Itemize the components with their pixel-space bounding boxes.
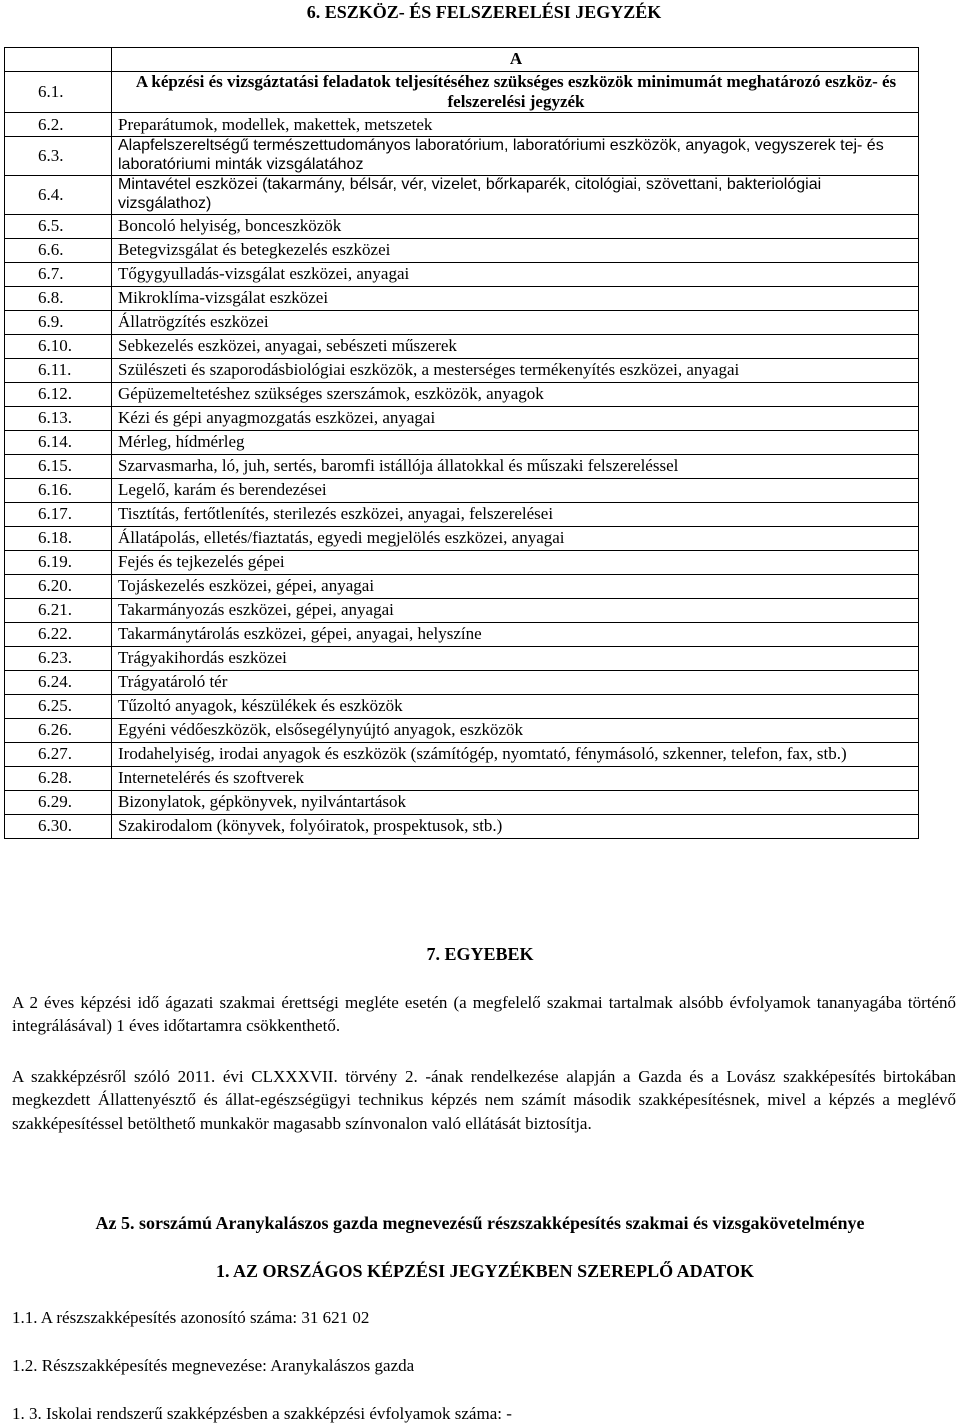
- row-description: Tűzoltó anyagok, készülékek és eszközök: [112, 694, 919, 718]
- table-header-empty-cell: [5, 48, 112, 72]
- row-description: Gépüzemeltetéshez szükséges szerszámok, eszközök, anyagok: [112, 382, 919, 406]
- row-description: Betegvizsgálat és betegkezelés eszközei: [112, 238, 919, 262]
- section-7-paragraph-1: A 2 éves képzési idő ágazati szakmai érettségi megléte esetén (a megfelelő szakmai tartalmak alsóbb évfolyamok tananyagába történő integrálásával) 1 éves időtartamra csökkenthető.: [12, 993, 956, 1036]
- table-row: [5, 598, 919, 622]
- table-row: [5, 214, 919, 238]
- table-header-row: [5, 48, 919, 72]
- table-row: [5, 670, 919, 694]
- row-number: 6.29.: [5, 790, 112, 814]
- row-description: Bizonylatok, gépkönyvek, nyilvántartások: [112, 790, 919, 814]
- table-row: [5, 574, 919, 598]
- row-description: Egyéni védőeszközök, elsősegélynyújtó anyagok, eszközök: [112, 718, 919, 742]
- row-number: 6.22.: [5, 622, 112, 646]
- table-row: [5, 358, 919, 382]
- table-row: [5, 382, 919, 406]
- page-title: 6. ESZKÖZ- ÉS FELSZERELÉSI JEGYZÉK: [306, 2, 662, 22]
- row-number: 6.16.: [5, 478, 112, 502]
- table-row: [5, 238, 919, 262]
- row-number: 6.8.: [5, 286, 112, 310]
- table-row: [5, 742, 919, 766]
- row-number: 6.26.: [5, 718, 112, 742]
- table-row: [5, 113, 919, 137]
- row-description: Tisztítás, fertőtlenítés, sterilezés eszközei, anyagai, felszerelései: [112, 502, 919, 526]
- row-number: 6.2.: [5, 113, 112, 137]
- row-number: 6.19.: [5, 550, 112, 574]
- data-line-1-3: 1. 3. Iskolai rendszerű szakképzésben a szakképzési évfolyamok száma: -: [12, 1404, 512, 1423]
- row-number: 6.30.: [5, 814, 112, 838]
- table-row: [5, 286, 919, 310]
- row-number: 6.20.: [5, 574, 112, 598]
- row-number: 6.27.: [5, 742, 112, 766]
- table-row: [5, 814, 919, 838]
- row-description: Állatápolás, elletés/fiaztatás, egyedi megjelölés eszközei, anyagai: [112, 526, 919, 550]
- row-description: Takarmánytárolás eszközei, gépei, anyagai, helyszíne: [112, 622, 919, 646]
- table-row: [5, 175, 919, 214]
- data-line-1-1: 1.1. A részszakképesítés azonosító száma: 31 621 02: [12, 1308, 370, 1327]
- section-7-title: 7. EGYEBEK: [426, 944, 534, 964]
- row-description: Állatrögzítés eszközei: [112, 310, 919, 334]
- section-7-paragraph-2: A szakképzésről szóló 2011. évi CLXXXVII. törvény 2. -ának rendelkezése alapján a Gazda és a Lovász szakképesítés birtokában megkezdett Állattenyésztő és állat-egészségügyi technikus képzés nem számít második szakképesítésnek, mivel a képzés a meglévő szakképesítéssel betölthető munkakör magasabb színvonalon való ellátását biztosítja.: [12, 1067, 956, 1133]
- row-description: Szülészeti és szaporodásbiológiai eszközök, a mesterséges termékenyítés eszközei, anyagai: [112, 358, 919, 382]
- row-number: 6.18.: [5, 526, 112, 550]
- row-description: Mikroklíma-vizsgálat eszközei: [112, 286, 919, 310]
- table-row: [5, 454, 919, 478]
- row-number: 6.5.: [5, 214, 112, 238]
- row-number: 6.24.: [5, 670, 112, 694]
- row-number: 6.4.: [5, 175, 112, 214]
- table-row: [5, 137, 919, 176]
- row-description: Takarmányozás eszközei, gépei, anyagai: [112, 598, 919, 622]
- row-description: Szakirodalom (könyvek, folyóiratok, prospektusok, stb.): [112, 814, 919, 838]
- table-row: [5, 790, 919, 814]
- row-number: 6.6.: [5, 238, 112, 262]
- row-description: Kézi és gépi anyagmozgatás eszközei, anyagai: [112, 406, 919, 430]
- table-column-header: A: [112, 48, 919, 72]
- row-description: Szarvasmarha, ló, juh, sertés, baromfi istállója állatokkal és műszaki felszereléssel: [112, 454, 919, 478]
- table-row: [5, 694, 919, 718]
- row-description: Legelő, karám és berendezései: [112, 478, 919, 502]
- row-description: Mintavétel eszközei (takarmány, bélsár, vér, vizelet, bőrkaparék, citológiai, szövettani, bakteriológiai vizsgálathoz): [112, 175, 919, 214]
- row-number: 6.3.: [5, 137, 112, 176]
- row-number: 6.28.: [5, 766, 112, 790]
- row-number: 6.25.: [5, 694, 112, 718]
- row-number: 6.21.: [5, 598, 112, 622]
- row-description: Tojáskezelés eszközei, gépei, anyagai: [112, 574, 919, 598]
- row-number: 6.17.: [5, 502, 112, 526]
- data-line-1-2: 1.2. Részszakképesítés megnevezése: Aranykalászos gazda: [12, 1356, 415, 1375]
- table-row: [5, 646, 919, 670]
- row-number: 6.7.: [5, 262, 112, 286]
- row-description: Irodahelyiség, irodai anyagok és eszközök (számítógép, nyomtató, fénymásoló, szkenner, telefon, fax, stb.): [112, 742, 919, 766]
- table-row: [5, 310, 919, 334]
- row-number: 6.1.: [5, 72, 112, 113]
- table-row: [5, 72, 919, 113]
- table-row: [5, 478, 919, 502]
- row-number: 6.10.: [5, 334, 112, 358]
- table-row: [5, 430, 919, 454]
- row-number: 6.14.: [5, 430, 112, 454]
- table-row: [5, 262, 919, 286]
- table-row: [5, 406, 919, 430]
- row-description: Fejés és tejkezelés gépei: [112, 550, 919, 574]
- table-row: [5, 622, 919, 646]
- row-description: Trágyakihordás eszközei: [112, 646, 919, 670]
- table-row: [5, 550, 919, 574]
- row-description: Sebkezelés eszközei, anyagai, sebészeti műszerek: [112, 334, 919, 358]
- row-number: 6.11.: [5, 358, 112, 382]
- equipment-table: [4, 47, 919, 839]
- table-row: [5, 526, 919, 550]
- row-number: 6.12.: [5, 382, 112, 406]
- row-description: Tőgygyulladás-vizsgálat eszközei, anyagai: [112, 262, 919, 286]
- row-description: Trágyatároló tér: [112, 670, 919, 694]
- row-description: Alapfelszereltségű természettudományos laboratórium, laboratóriumi eszközök, anyagok, vegyszerek tej- és laboratóriumi minták vizsgálatához: [112, 137, 919, 176]
- table-row: [5, 502, 919, 526]
- part-5-section-1-title: 1. AZ ORSZÁGOS KÉPZÉSI JEGYZÉKBEN SZEREPLŐ ADATOK: [216, 1261, 754, 1281]
- table-row: [5, 766, 919, 790]
- row-description: Internetelérés és szoftverek: [112, 766, 919, 790]
- part-5-title: Az 5. sorszámú Aranykalászos gazda megnevezésű részszakképesítés szakmai és vizsgakövetelménye: [95, 1213, 865, 1233]
- row-description: Boncoló helyiség, bonceszközök: [112, 214, 919, 238]
- row-description: A képzési és vizsgáztatási feladatok teljesítéséhez szükséges eszközök minimumát meghatározó eszköz- és felszerelési jegyzék: [112, 72, 919, 113]
- row-description: Mérleg, hídmérleg: [112, 430, 919, 454]
- table-row: [5, 334, 919, 358]
- table-row: [5, 718, 919, 742]
- row-number: 6.13.: [5, 406, 112, 430]
- row-number: 6.15.: [5, 454, 112, 478]
- row-number: 6.9.: [5, 310, 112, 334]
- row-number: 6.23.: [5, 646, 112, 670]
- row-description: Preparátumok, modellek, makettek, metszetek: [112, 113, 919, 137]
